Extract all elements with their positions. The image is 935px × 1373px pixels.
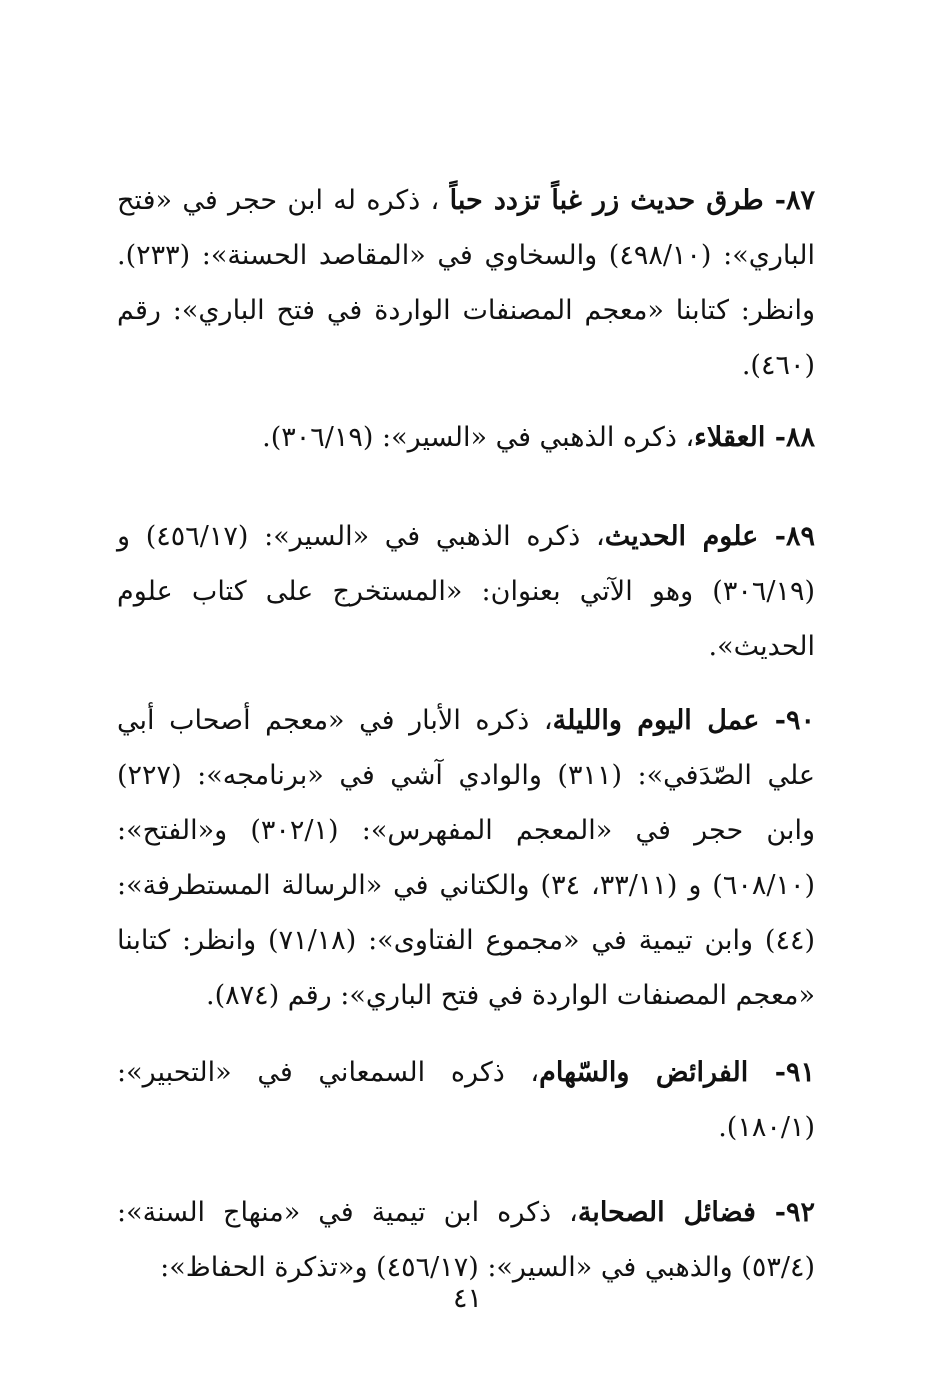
- entry-89-text: ، ذكره الذهبي في «السير»: (٤٥٦/١٧) و (٣٠٦/١٩) وهو الآتي بعنوان: «المستخرج على كتاب علوم الحديث».: [117, 521, 815, 662]
- entry-87: [117, 173, 815, 393]
- entry-92-heading: ٩٢- فضائل الصحابة: [577, 1197, 815, 1228]
- entry-88-heading: ٨٨- العقلاء: [694, 422, 815, 453]
- entry-91-heading: ٩١- الفرائض والسّهام: [539, 1057, 815, 1088]
- entry-88: [117, 410, 815, 465]
- entry-90-heading: ٩٠- عمل اليوم والليلة: [552, 705, 815, 736]
- entry-91-text: ، ذكره السمعاني في «التحبير»: (١٨٠/١).: [117, 1057, 815, 1143]
- page-number: ٤١: [452, 1283, 482, 1314]
- entry-87-text: ، ذكره له ابن حجر في «فتح الباري»: (٤٩٨/١٠) والسخاوي في «المقاصد الحسنة»: (٢٣٣). وانظر: كتابنا «معجم المصنفات الواردة في فتح الباري»: رقم (٤٦٠).: [117, 185, 815, 381]
- entry-89-heading: ٨٩- علوم الحديث: [604, 521, 816, 552]
- entry-88-text: ، ذكره الذهبي في «السير»: (٣٠٦/١٩).: [262, 422, 695, 453]
- entry-91: [117, 1045, 815, 1155]
- entry-87-heading: ٨٧- طرق حديث زر غباً تزدد حباً: [449, 185, 815, 216]
- entry-92-text: ، ذكره ابن تيمية في «منهاج السنة»: (٥٣/٤) والذهبي في «السير»: (٤٥٦/١٧) و«تذكرة الحفاظ»:: [117, 1197, 815, 1283]
- entry-89: [117, 509, 815, 674]
- entry-90-text: ، ذكره الأبار في «معجم أصحاب أبي علي الصّدَفي»: (٣١١) والوادي آشي في «برنامجه»: (٢٢٧) وابن حجر في «المعجم المفهرس»: (٣٠٢/١) و«الفتح»: (٦٠٨/١٠) و (٣٣/١١، ٣٤) والكتاني في «الرسالة المستطرفة»: (٤٤) وابن تيمية في «مجموع الفتاوى»: (٧١/١٨) وانظر: كتابنا «معجم المصنفات الواردة في فتح الباري»: رقم (٨٧٤).: [117, 705, 816, 1011]
- entry-92: [117, 1185, 815, 1295]
- entry-90: [117, 693, 815, 1023]
